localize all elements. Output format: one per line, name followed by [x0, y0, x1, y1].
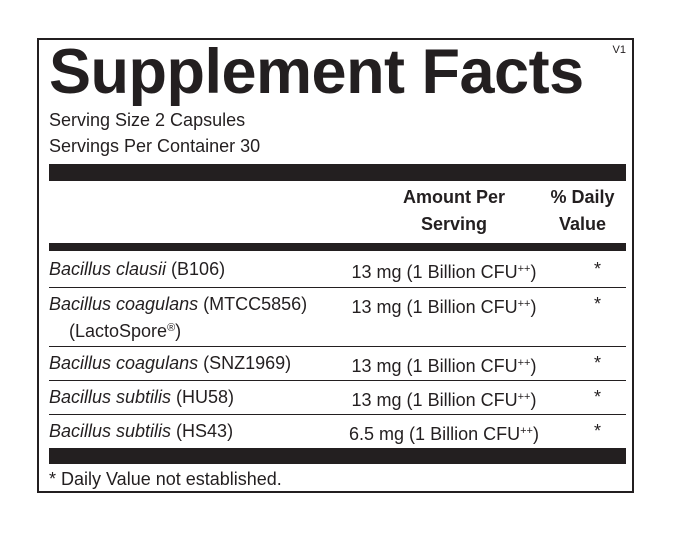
amount-sup: ++ [517, 357, 531, 369]
header-dv-line2: Value [558, 214, 607, 234]
ingredient-strain: (B106) [166, 259, 226, 279]
ingredient-strain: (HS43) [171, 421, 234, 441]
ingredient-amount [329, 385, 559, 412]
medium-divider [49, 243, 626, 251]
amount-sup: ++ [520, 425, 533, 437]
serving-size: Serving Size 2 Capsules [49, 110, 246, 130]
ingredient-amount [329, 257, 559, 284]
ingredient-dv: * [593, 421, 601, 441]
registered-mark: ® [167, 322, 176, 334]
header-dv-line1: % Daily [550, 187, 615, 207]
panel-title: Supplement Facts [49, 37, 584, 107]
ingredient-strain: (MTCC5856) [198, 294, 308, 314]
row-divider [49, 380, 626, 381]
ingredient-strain: (HU58) [171, 387, 235, 407]
footnote: * Daily Value not established. [49, 469, 282, 489]
amount-text: 13 mg (1 Billion CFU [351, 356, 518, 376]
supplement-facts-panel [37, 38, 634, 493]
header-amount [369, 184, 539, 238]
ingredient-row [49, 351, 626, 377]
amount-text: 13 mg (1 Billion CFU [351, 297, 518, 317]
row-divider [49, 346, 626, 347]
version-tag: V1 [612, 44, 626, 56]
amount-close: ) [530, 356, 537, 376]
ingredient-name-italic: Bacillus coagulans [49, 294, 199, 314]
ingredient-row [49, 257, 626, 283]
ingredient-amount [329, 351, 559, 378]
brand-close: ) [175, 321, 182, 341]
brand-text: (LactoSpore [69, 321, 168, 341]
ingredient-name [49, 419, 233, 443]
ingredient-dv: * [593, 294, 601, 314]
ingredient-strain: (SNZ1969) [198, 353, 292, 373]
ingredient-name [49, 257, 225, 281]
ingredient-name [49, 292, 307, 343]
ingredient-name [49, 351, 291, 375]
amount-sup: ++ [517, 391, 531, 403]
ingredient-dv: * [593, 387, 601, 407]
amount-sup: ++ [517, 298, 531, 310]
header-amount-line1: Amount Per [402, 187, 505, 207]
amount-sup: ++ [517, 263, 531, 275]
ingredient-brand [49, 316, 307, 343]
ingredient-amount [329, 419, 559, 446]
servings-per-container: Servings Per Container 30 [49, 136, 261, 156]
thick-divider-top [49, 164, 626, 181]
amount-close: ) [530, 262, 537, 282]
amount-text: 13 mg (1 Billion CFU [351, 390, 518, 410]
amount-close: ) [530, 297, 537, 317]
amount-close: ) [530, 390, 537, 410]
row-divider [49, 414, 626, 415]
ingredient-dv: * [593, 259, 601, 279]
ingredient-name-italic: Bacillus subtilis [49, 421, 172, 441]
ingredient-name [49, 385, 234, 409]
ingredient-row [49, 292, 626, 342]
ingredient-amount [329, 292, 559, 319]
amount-close: ) [532, 424, 539, 444]
amount-text: 13 mg (1 Billion CFU [351, 262, 518, 282]
ingredient-name-italic: Bacillus subtilis [49, 387, 172, 407]
header-amount-line2: Serving [420, 214, 488, 234]
thick-divider-bottom [49, 448, 626, 464]
row-divider [49, 287, 626, 288]
ingredient-dv: * [593, 353, 601, 373]
amount-text: 6.5 mg (1 Billion CFU [349, 424, 521, 444]
ingredient-name-italic: Bacillus coagulans [49, 353, 199, 373]
ingredient-row [49, 419, 626, 445]
ingredient-row [49, 385, 626, 411]
header-daily-value [539, 184, 626, 238]
ingredient-name-italic: Bacillus clausii [49, 259, 167, 279]
